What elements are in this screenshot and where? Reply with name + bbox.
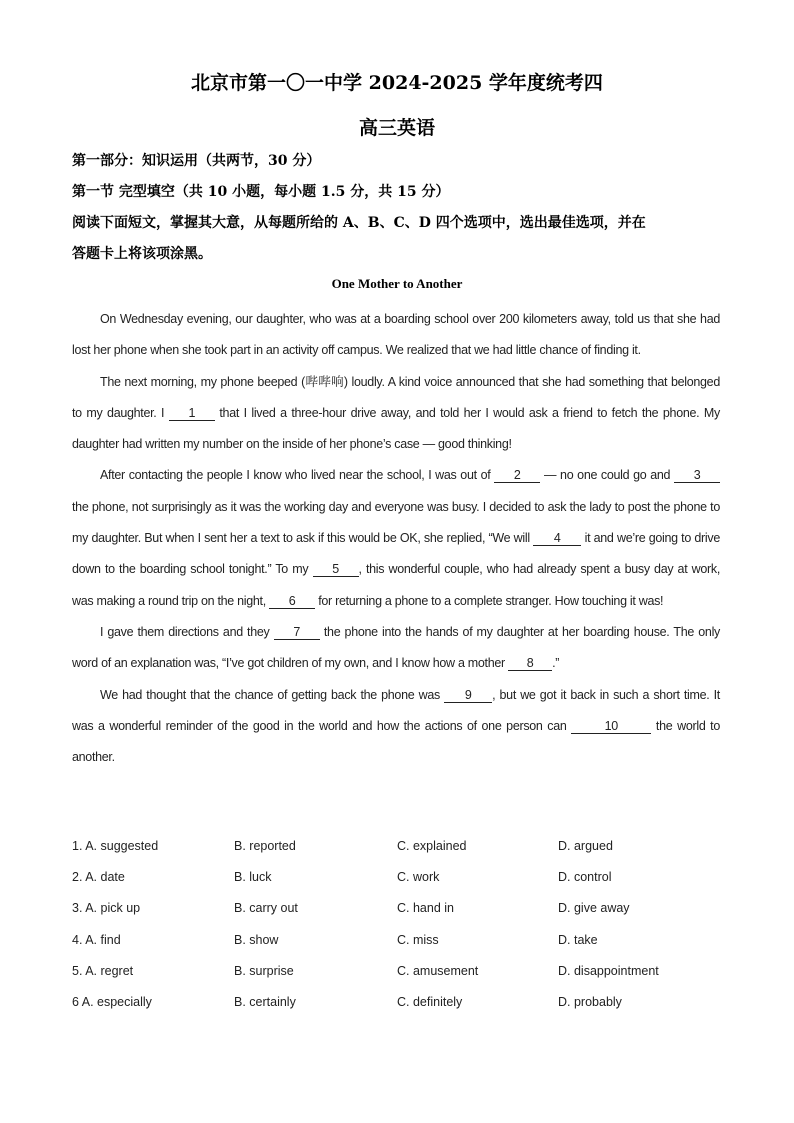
paragraph-text: it and we’re going to drive down to the boarding school tonight.” To my — [72, 531, 720, 577]
instruction-line-2: 答题卡上将该项涂黑。 — [72, 246, 212, 262]
part-heading: 第一部分：知识运用（共两节，30 分） — [72, 153, 321, 169]
option-a: 6 A. especially — [72, 994, 152, 1009]
blank-8: 8 — [508, 656, 552, 671]
option-b: B. show — [234, 932, 279, 947]
blank-1: 1 — [169, 406, 215, 421]
instruction-line-1: 阅读下面短文，掌握其大意，从每题所给的 A、B、C、D 四个选项中，选出最佳选项，并在 — [72, 215, 646, 231]
option-c: C. amusement — [397, 963, 479, 978]
blank-5: 5 — [313, 562, 359, 577]
option-b: B. certainly — [234, 994, 296, 1009]
paragraph-text: I gave them directions and they — [100, 624, 274, 639]
option-b: B. luck — [234, 870, 272, 885]
blank-7: 7 — [274, 625, 320, 640]
blank-10: 10 — [571, 719, 651, 734]
option-a: 5. A. regret — [72, 963, 134, 978]
passage-body — [72, 304, 720, 773]
section-heading: 第一节 完型填空（共 10 小题，每小题 1.5 分，共 15 分） — [72, 184, 450, 200]
question-row-5 — [72, 961, 722, 992]
paragraph-text: After contacting the people I know who lived near the school, I was out of — [100, 468, 495, 483]
paragraph-1 — [72, 304, 720, 367]
blank-6: 6 — [269, 594, 315, 609]
paragraph-text: the phone, not surprisingly as it was the working day and everyone was busy. I decided to ask the lady to post the phone to my daughter. But when I sent her a text to ask if this would be OK, she replied, “We will — [72, 499, 720, 546]
blank-9: 9 — [444, 688, 492, 703]
blank-2: 2 — [494, 468, 540, 483]
passage-title: One Mother to Another — [331, 276, 463, 291]
question-row-3 — [72, 898, 722, 929]
answer-options — [72, 836, 722, 1023]
paragraph-text: , this wonderful couple, who had already spent a busy day at work, was making a round trip on the night, — [72, 562, 721, 608]
option-d: D. give away — [558, 901, 630, 916]
question-row-1 — [72, 836, 722, 867]
paragraph-text: for returning a phone to a complete stranger. How touching it was! — [315, 593, 664, 608]
option-a: 2. A. date — [72, 870, 125, 885]
option-b: B. surprise — [234, 963, 294, 978]
option-c: C. explained — [397, 839, 467, 853]
option-b: B. carry out — [234, 901, 298, 916]
question-row-6 — [72, 992, 722, 1023]
paragraph-text: the world to another. — [72, 718, 720, 765]
question-row-2 — [72, 867, 722, 898]
paragraph-text: We had thought that the chance of getting back the phone was — [100, 687, 445, 702]
paragraph-4 — [72, 617, 720, 680]
option-c: C. miss — [397, 932, 439, 947]
paragraph-text: , but we got it back in such a short time. It was a wonderful reminder of the good in the world and how the actions of one person can — [72, 687, 720, 733]
paragraph-text: that I lived a three-hour drive away, and told her I would ask a friend to fetch the phone. My daughter had written my number on the inside of her phone’s case — good thinking! — [72, 405, 720, 452]
paragraph-text: — no one could go and — [540, 468, 675, 483]
paragraph-text: The next morning, my phone beeped (哔哔响) loudly. A kind voice announced that she had something that belonged to my daughter. I — [72, 374, 720, 420]
paragraph-text: On Wednesday evening, our daughter, who was at a boarding school over 200 kilometers away, told us that she had lost her phone when she took part in an activity off campus. We realized that we had little chance of finding it. — [72, 312, 720, 358]
paragraph-5 — [72, 680, 720, 774]
option-a: 4. A. find — [72, 932, 121, 947]
paragraph-3 — [72, 460, 720, 616]
option-b: B. reported — [234, 839, 296, 853]
blank-4: 4 — [533, 531, 581, 546]
option-d: D. control — [558, 870, 612, 885]
paragraph-text: .” — [552, 656, 560, 671]
option-a: 3. A. pick up — [72, 901, 141, 916]
paragraph-2 — [72, 367, 720, 461]
option-d: D. take — [558, 932, 598, 947]
option-c: C. work — [397, 870, 440, 885]
exam-title: 北京市第一〇一中学 2024-2025 学年度统考四 — [191, 72, 603, 94]
option-c: C. hand in — [397, 901, 454, 916]
blank-3: 3 — [674, 468, 720, 483]
option-c: C. definitely — [397, 994, 463, 1009]
question-row-4 — [72, 930, 722, 961]
option-a: 1. A. suggested — [72, 839, 159, 853]
paragraph-text: the phone into the hands of my daughter at her boarding house. The only word of an explanation was, “I’ve got children of my own, and I know how a mother — [72, 624, 720, 671]
option-d: D. disappointment — [558, 963, 659, 978]
exam-subtitle: 高三英语 — [358, 117, 435, 139]
option-d: D. argued — [558, 839, 613, 853]
option-d: D. probably — [558, 994, 622, 1009]
